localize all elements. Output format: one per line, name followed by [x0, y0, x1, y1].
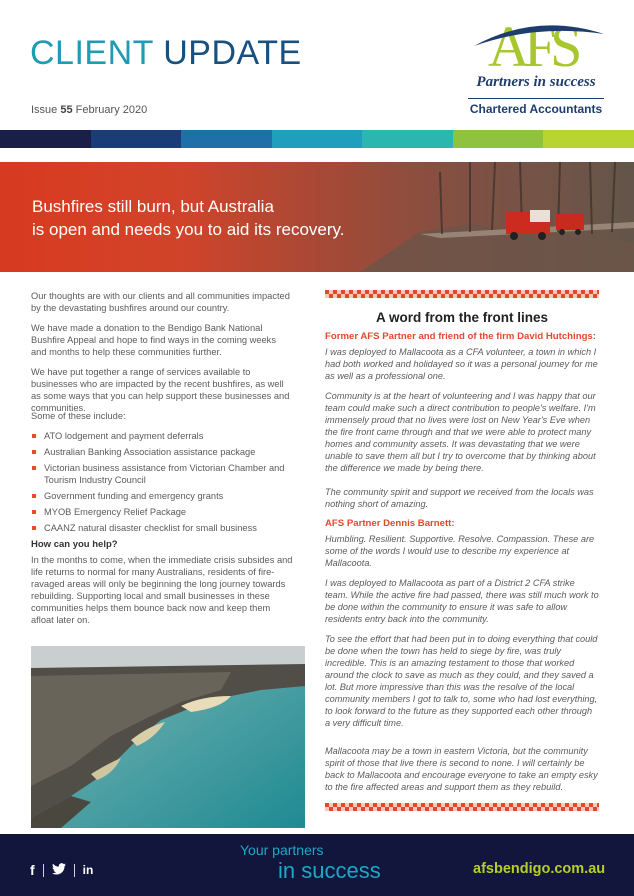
right-r2-text: Community is at the heart of volunteering and I was happy that our team could make such a direct contribution to people's welfare. I'm immensely proud that no lives were lost on New Year's Eve when the fire front came through and that we were able to protect many homes and community assets. It was devastating that we were unable to save them all but I try to overcome that by thinking about the difference we made by being there. [325, 391, 596, 473]
hutchings-paragraph-3 [325, 486, 599, 510]
hero-line-1: Bushfires still burn, but Australia [32, 197, 274, 216]
left-paragraph-2 [31, 322, 293, 358]
barnett-paragraph-2 [325, 577, 599, 625]
left-p2-text: We have made a donation to the Bendigo Bank National Bushfire Appeal and hope to find ways in the coming weeks and months to help these communities further. [31, 323, 276, 357]
list-item: Australian Banking Association assistance package [31, 446, 293, 458]
left-p4-text: Some of these include: [31, 411, 126, 421]
hutchings-heading: Former AFS Partner and friend of the firm David Hutchings: [325, 331, 596, 342]
logo-tagline: Partners in success [476, 74, 596, 90]
left-paragraph-3 [31, 366, 293, 414]
title-word-client: CLIENT [30, 34, 154, 72]
list-item: Victorian business assistance from Victorian Chamber and Tourism Industry Council [31, 462, 293, 486]
footer-your-partners: Your partners [240, 842, 324, 858]
color-bar-segment [272, 130, 363, 148]
linkedin-icon[interactable]: in [82, 863, 94, 877]
right-r3-text: The community spirit and support we received from the locals was nothing short of amazing. [325, 487, 594, 509]
social-separator [43, 864, 44, 877]
hero-headline [32, 195, 422, 241]
list-item: Government funding and emergency grants [31, 490, 293, 502]
color-bar-segment [181, 130, 272, 148]
social-separator [74, 864, 75, 877]
services-list [31, 430, 293, 534]
footer-website-link[interactable]: afsbendigo.com.au [473, 861, 606, 877]
right-r1-text: I was deployed to Mallacoota as a CFA volunteer, a town in which I had both worked and holidayed so it was a personal journey for me as well as a professional one. [325, 347, 598, 381]
twitter-icon[interactable] [52, 863, 66, 878]
front-lines-heading: A word from the front lines [376, 310, 548, 325]
issue-number: 55 [60, 104, 73, 116]
right-r4-text: Humbling. Resilient. Supportive. Resolve. Compassion. These are some of the words I would use to describe my experience at Mallacoota. [325, 534, 595, 568]
title-word-update: UPDATE [163, 34, 302, 72]
right-r5-text: I was deployed to Mallacoota as part of a District 2 CFA strike team. While the active fire had passed, there was still much work to be done within the community to ensure it was safe to allow residents entry back into the community. [325, 578, 599, 624]
left-p3-text: We have put together a range of services available to businesses who are impacted by the recent bushfires, as well as some ways that you can help support these businesses and communities. [31, 367, 290, 413]
afs-logo [466, 16, 606, 120]
how-help-text: In the months to come, when the immediate crisis subsides and life returns to normal for many Australians, residents of fire-ravaged areas will only be beginning the long journey towards rebuilding. Supporting local and small businesses in these communities helps them bounce back now and keep them afloat later on. [31, 555, 293, 625]
left-p1-text: Our thoughts are with our clients and all communities impacted by the devastating bushfires around our country. [31, 291, 290, 313]
color-bar-segment [362, 130, 453, 148]
barnett-paragraph-1 [325, 533, 599, 569]
list-item: ATO lodgement and payment deferrals [31, 430, 293, 442]
afs-logo-letters: AFS [488, 16, 577, 76]
zigzag-divider-top [325, 290, 599, 298]
right-r6-text: To see the effort that had been put in to doing everything that could be done when the town has held to siege by fire, was truly incredible. This is an amazing testament to those that worked around the clock to save as much as they could, and they saved a lot. But more impressive than this was the resolve of the local community members I got to talk to, some who had lost everything, to look forward to the future as they supported each other through a very difficult time. [325, 634, 598, 728]
logo-rule [468, 98, 604, 99]
color-bar-segment [543, 130, 634, 148]
hutchings-paragraph-1 [325, 346, 599, 382]
how-help-paragraph [31, 554, 293, 626]
zigzag-divider-bottom [325, 803, 599, 811]
list-item: MYOB Emergency Relief Package [31, 506, 293, 518]
color-bar-segment [91, 130, 182, 148]
color-bar-segment [453, 130, 544, 148]
left-paragraph-1 [31, 290, 293, 314]
color-bar-segment [0, 130, 91, 148]
page-title [30, 36, 302, 70]
facebook-icon[interactable]: f [30, 862, 35, 878]
barnett-paragraph-3 [325, 633, 599, 729]
logo-subtitle: Chartered Accountants [469, 102, 603, 116]
barnett-heading: AFS Partner Dennis Barnett: [325, 518, 455, 529]
issue-label: Issue [31, 104, 58, 116]
barnett-paragraph-4 [325, 745, 599, 793]
left-paragraph-4 [31, 410, 293, 422]
social-links [30, 862, 93, 878]
afs-logo-mark [466, 16, 606, 76]
issue-date: February 2020 [75, 104, 148, 116]
hutchings-paragraph-2 [325, 390, 599, 474]
coastline-image [31, 646, 305, 828]
coastline-photo [31, 646, 305, 828]
how-help-heading: How can you help? [31, 539, 118, 550]
footer-in-success: in success [278, 858, 381, 883]
hero-line-2: is open and needs you to aid its recovery. [32, 220, 345, 239]
right-r7-text: Mallacoota may be a town in eastern Victoria, but the community spirit of those that live there is second to none. I will certainly be back to Mallacoota and encourage everyone to take an empty esky to the fire affected areas and support them as they rebuild. [325, 746, 598, 792]
color-bar [0, 130, 634, 148]
issue-line [31, 104, 147, 116]
list-item: CAANZ natural disaster checklist for small business [31, 522, 293, 534]
